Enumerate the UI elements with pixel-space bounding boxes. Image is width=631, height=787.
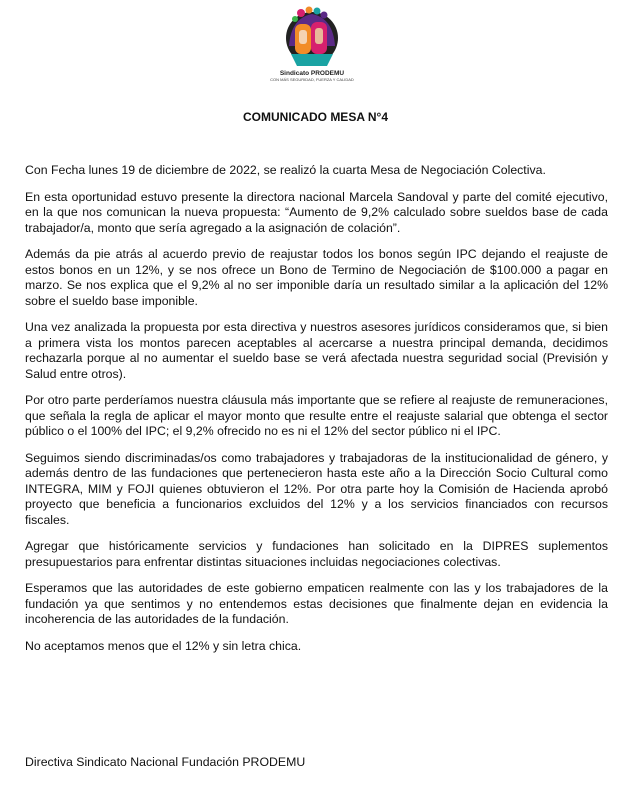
paragraph-6: Seguimos siendo discriminadas/os como trabajadores y trabajadoras de la institucionalidad de género, y además dentro de las fundaciones que pertenecieron hasta este año a la Dirección Socio Cultural como INTEGRA, MIM y FOJI quienes obtuvieron el 12%. Por otra parte hoy la Comisión de Hacienda aprobó proyecto que beneficia a funcionarios excluidos del 12% y a los servicios financiados con recursos fiscales.: [25, 450, 608, 527]
logo-name: Sindicato PRODEMU: [279, 70, 345, 77]
union-logo: [262, 6, 362, 92]
document-body: [25, 163, 608, 665]
paragraph-2: En esta oportunidad estuvo presente la directora nacional Marcela Sandoval y parte del comité ejecutivo, en la que nos comunican la nueva propuesta: “Aumento de 9,2% calculado sobre sueldos base de cada trabajador/a, monto que sería agregado a la asignación de colación”.: [25, 189, 608, 235]
paragraph-9: No aceptamos menos que el 12% y sin letra chica.: [25, 638, 302, 653]
paragraph-5: Por otro parte perderíamos nuestra cláusula más importante que se refiere al reajuste de remuneraciones, que señala la regla de aplicar el mayor monto que resulte entre el reajuste salarial que obtenga el sector público o el 100% del IPC; el 9,2% ofrecido no es ni el 12% del sector público ni el IPC.: [25, 393, 608, 438]
paragraph-7: Agregar que históricamente servicios y fundaciones han solicitado en la DIPRES suplementos presupuestarios para enfrentar distintas situaciones incluidas negociaciones colectivas.: [25, 539, 608, 569]
prodemu-women-logo-graphic: [281, 6, 343, 70]
logo-tagline: CON MÁS SEGURIDAD, FUERZA Y CALIDAD: [270, 77, 354, 82]
paragraph-1: Con Fecha lunes 19 de diciembre de 2022, se realizó la cuarta Mesa de Negociación Colectiva.: [25, 163, 546, 177]
signature-line: Directiva Sindicato Nacional Fundación PRODEMU: [25, 755, 306, 769]
paragraph-3: Además da pie atrás al acuerdo previo de reajustar todos los bonos según IPC dejando el reajuste de estos bonos en un 12%, y se nos ofrece un Bono de Termino de Negociación de $100.000 a pagar en marzo. Se nos explica que el 9,2% al no ser imponible daría un resultado similar a la aplicación del 12% sobre el sueldo base imponible.: [25, 247, 608, 308]
paragraph-4: Una vez analizada la propuesta por esta directiva y nuestros asesores jurídicos consideramos que, si bien a primera vista los montos parecen aceptables al acercarse a nuestra principal demanda, decidimos rechazarla porque al no aumentar el sueldo base se verá afectada nuestra seguridad social (Previsión y Salud entre otros).: [25, 320, 608, 381]
document-title: COMUNICADO MESA N°4: [242, 110, 389, 124]
paragraph-8: Esperamos que las autoridades de este gobierno empaticen realmente con las y los trabajadores de la fundación ya que sentimos y no entendemos estas decisiones que finalmente dejan en evidencia la incoherencia de las autoridades de la fundación.: [25, 581, 608, 626]
